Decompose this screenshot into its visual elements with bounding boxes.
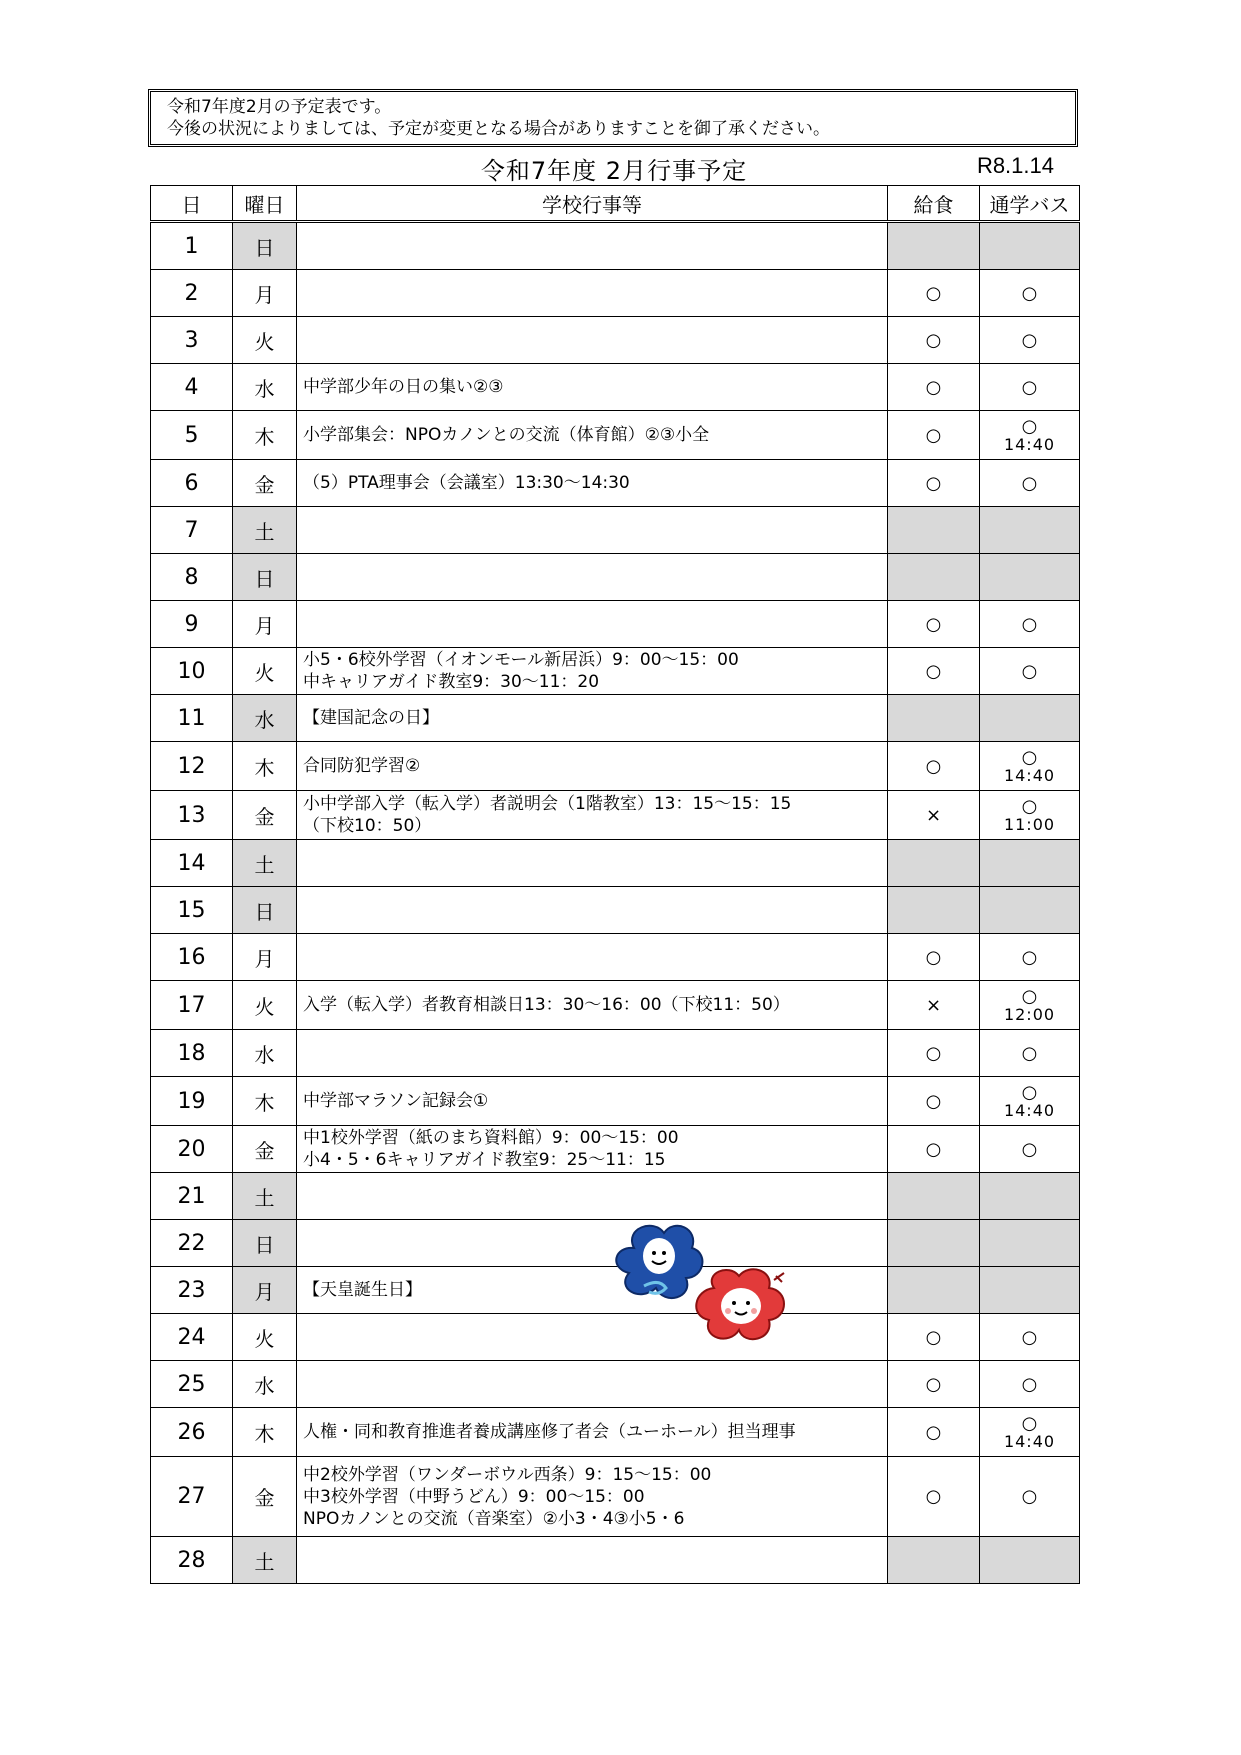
event-text: 中3校外学習（中野うどん）9：00～15：00	[303, 1486, 645, 1507]
header-bus: 通学バス	[980, 186, 1080, 222]
day-cell: 18	[151, 1030, 233, 1077]
table-row	[151, 648, 1080, 695]
event-text: 小学部集会：NPOカノンとの交流（体育館）②③小全	[303, 425, 710, 445]
table-row	[151, 840, 1080, 887]
event-text: 中学部少年の日の集い②③	[303, 377, 504, 397]
day-cell: 9	[151, 601, 233, 648]
meal-cell: ○	[888, 411, 980, 460]
meal-cell: ○	[888, 1077, 980, 1126]
header-meal: 給食	[888, 186, 980, 222]
events-cell	[297, 1408, 888, 1457]
weekday-cell: 月	[233, 601, 297, 648]
day-cell: 26	[151, 1408, 233, 1457]
weekday-cell: 火	[233, 648, 297, 695]
meal-cell: ○	[888, 648, 980, 695]
event-text: （5）PTA理事会（会議室）13:30～14:30	[303, 473, 630, 493]
day-cell: 28	[151, 1537, 233, 1584]
meal-cell: ○	[888, 364, 980, 411]
bus-time: 14:40	[1003, 1432, 1056, 1451]
events-cell	[297, 270, 888, 317]
table-row	[151, 742, 1080, 791]
weekday-cell: 金	[233, 791, 297, 840]
events-cell	[297, 1030, 888, 1077]
meal-cell: ○	[888, 934, 980, 981]
bus-cell	[980, 411, 1080, 460]
events-cell	[297, 1314, 888, 1361]
meal-cell: ○	[888, 1361, 980, 1408]
table-row	[151, 317, 1080, 364]
weekday-cell: 日	[233, 554, 297, 601]
table-row	[151, 411, 1080, 460]
revision-date: R8.1.14	[976, 153, 1054, 178]
day-cell: 14	[151, 840, 233, 887]
meal-cell: ○	[888, 742, 980, 791]
notice-line-2: 今後の状況によりましては、予定が変更となる場合がありますことを御了承ください。	[167, 119, 830, 139]
day-cell: 6	[151, 460, 233, 507]
event-text: NPOカノンとの交流（音楽室）②小3・4③小5・6	[303, 1508, 685, 1529]
events-cell	[297, 1361, 888, 1408]
weekday-cell: 火	[233, 981, 297, 1030]
day-cell: 22	[151, 1220, 233, 1267]
weekday-cell: 日	[233, 887, 297, 934]
table-row	[151, 1408, 1080, 1457]
weekday-cell: 木	[233, 742, 297, 791]
weekday-cell: 金	[233, 1457, 297, 1537]
day-cell: 10	[151, 648, 233, 695]
events-cell	[297, 411, 888, 460]
weekday-cell: 木	[233, 1408, 297, 1457]
meal-cell	[888, 695, 980, 742]
events-cell	[297, 1077, 888, 1126]
bus-cell: ○	[980, 270, 1080, 317]
bus-cell: ○	[980, 1030, 1080, 1077]
bus-mark: ○	[1021, 416, 1038, 437]
bus-cell: ○	[980, 601, 1080, 648]
table-row	[151, 1537, 1080, 1584]
event-text: 人権・同和教育推進者養成講座修了者会（ユーホール）担当理事	[303, 1422, 796, 1442]
weekday-cell: 土	[233, 1537, 297, 1584]
day-cell: 3	[151, 317, 233, 364]
bus-time: 14:40	[1003, 1101, 1056, 1120]
bus-cell	[980, 1077, 1080, 1126]
weekday-cell: 月	[233, 1267, 297, 1314]
bus-mark: ○	[1021, 747, 1038, 768]
day-cell: 23	[151, 1267, 233, 1314]
meal-cell	[888, 1537, 980, 1584]
events-cell	[297, 1537, 888, 1584]
day-cell: 8	[151, 554, 233, 601]
day-cell: 12	[151, 742, 233, 791]
title-row	[150, 149, 1078, 183]
bus-cell: ○	[980, 648, 1080, 695]
day-cell: 1	[151, 222, 233, 270]
page-title: 令和7年度 2月行事予定	[480, 157, 748, 185]
bus-cell	[980, 887, 1080, 934]
header-dow: 曜日	[233, 186, 297, 222]
weekday-cell: 火	[233, 1314, 297, 1361]
bus-cell	[980, 791, 1080, 840]
meal-cell: ×	[888, 981, 980, 1030]
meal-cell: ○	[888, 601, 980, 648]
bus-cell	[980, 840, 1080, 887]
event-text: 小5・6校外学習（イオンモール新居浜）9：00～15：00	[303, 650, 739, 670]
meal-cell	[888, 887, 980, 934]
event-text: 小中学部入学（転入学）者説明会（1階教室）13：15～15：15	[303, 794, 792, 814]
bus-mark: ○	[1021, 1413, 1038, 1434]
day-cell: 15	[151, 887, 233, 934]
day-cell: 4	[151, 364, 233, 411]
day-cell: 17	[151, 981, 233, 1030]
header-events: 学校行事等	[297, 186, 888, 222]
events-cell	[297, 648, 888, 695]
day-cell: 20	[151, 1126, 233, 1173]
table-row	[151, 270, 1080, 317]
day-cell: 7	[151, 507, 233, 554]
table-row	[151, 695, 1080, 742]
event-text: 【天皇誕生日】	[303, 1280, 422, 1300]
weekday-cell: 月	[233, 934, 297, 981]
events-cell	[297, 840, 888, 887]
weekday-cell: 水	[233, 364, 297, 411]
table-row	[151, 1361, 1080, 1408]
table-row	[151, 601, 1080, 648]
event-text: 中キャリアガイド教室9：30～11：20	[303, 672, 600, 692]
events-cell	[297, 791, 888, 840]
bus-cell	[980, 1173, 1080, 1220]
day-cell: 24	[151, 1314, 233, 1361]
events-cell	[297, 981, 888, 1030]
weekday-cell: 金	[233, 1126, 297, 1173]
bus-cell	[980, 1537, 1080, 1584]
meal-cell	[888, 1220, 980, 1267]
table-row	[151, 1220, 1080, 1267]
day-cell: 2	[151, 270, 233, 317]
day-cell: 16	[151, 934, 233, 981]
bus-cell: ○	[980, 1126, 1080, 1173]
bus-mark: ○	[1021, 796, 1038, 817]
bus-time: 14:40	[1003, 435, 1056, 454]
meal-cell: ○	[888, 270, 980, 317]
event-text: 小4・5・6キャリアガイド教室9：25～11：15	[303, 1150, 666, 1170]
weekday-cell: 土	[233, 507, 297, 554]
day-cell: 13	[151, 791, 233, 840]
table-row	[151, 507, 1080, 554]
event-text: 合同防犯学習②	[303, 756, 421, 776]
table-row	[151, 1314, 1080, 1361]
events-cell	[297, 554, 888, 601]
bus-mark: ○	[1021, 986, 1038, 1007]
table-row	[151, 887, 1080, 934]
day-cell: 11	[151, 695, 233, 742]
table-row	[151, 1457, 1080, 1537]
day-cell: 21	[151, 1173, 233, 1220]
events-cell	[297, 742, 888, 791]
meal-cell: ○	[888, 460, 980, 507]
event-text: （下校10：50）	[303, 816, 432, 836]
meal-cell: ○	[888, 1457, 980, 1537]
bus-cell	[980, 554, 1080, 601]
weekday-cell: 土	[233, 840, 297, 887]
event-text: 【建国記念の日】	[303, 708, 439, 728]
bus-cell: ○	[980, 460, 1080, 507]
table-row	[151, 1077, 1080, 1126]
day-cell: 19	[151, 1077, 233, 1126]
meal-cell	[888, 1267, 980, 1314]
meal-cell: ○	[888, 317, 980, 364]
weekday-cell: 水	[233, 1030, 297, 1077]
meal-cell	[888, 554, 980, 601]
events-cell	[297, 507, 888, 554]
meal-cell: ○	[888, 1408, 980, 1457]
meal-cell: ○	[888, 1314, 980, 1361]
meal-cell	[888, 1173, 980, 1220]
bus-cell	[980, 981, 1080, 1030]
bus-cell	[980, 695, 1080, 742]
table-row	[151, 554, 1080, 601]
event-text: 入学（転入学）者教育相談日13：30～16：00（下校11：50）	[303, 995, 790, 1015]
events-cell	[297, 364, 888, 411]
bus-cell	[980, 1408, 1080, 1457]
events-cell	[297, 222, 888, 270]
bus-cell: ○	[980, 1361, 1080, 1408]
header-day: 日	[151, 186, 233, 222]
weekday-cell: 月	[233, 270, 297, 317]
bus-cell: ○	[980, 364, 1080, 411]
events-cell	[297, 934, 888, 981]
day-cell: 5	[151, 411, 233, 460]
event-text: 中2校外学習（ワンダーボウル西条）9：15～15：00	[303, 1464, 712, 1485]
events-cell	[297, 1267, 888, 1314]
table-row	[151, 981, 1080, 1030]
bus-cell: ○	[980, 317, 1080, 364]
events-cell	[297, 695, 888, 742]
events-cell	[297, 460, 888, 507]
meal-cell: ×	[888, 791, 980, 840]
bus-mark: ○	[1021, 1082, 1038, 1103]
bus-time: 11:00	[1003, 815, 1056, 834]
events-cell	[297, 1126, 888, 1173]
weekday-cell: 日	[233, 1220, 297, 1267]
weekday-cell: 火	[233, 317, 297, 364]
table-row	[151, 1030, 1080, 1077]
table-row	[151, 791, 1080, 840]
weekday-cell: 木	[233, 411, 297, 460]
weekday-cell: 水	[233, 695, 297, 742]
meal-cell	[888, 840, 980, 887]
day-cell: 27	[151, 1457, 233, 1537]
meal-cell	[888, 507, 980, 554]
weekday-cell: 木	[233, 1077, 297, 1126]
bus-cell	[980, 742, 1080, 791]
event-text: 中1校外学習（紙のまち資料館）9：00～15：00	[303, 1128, 679, 1148]
table-row	[151, 364, 1080, 411]
events-cell	[297, 1173, 888, 1220]
events-cell	[297, 1220, 888, 1267]
meal-cell	[888, 222, 980, 270]
events-cell	[297, 1457, 888, 1537]
meal-cell: ○	[888, 1030, 980, 1077]
bus-cell	[980, 1220, 1080, 1267]
bus-cell	[980, 507, 1080, 554]
bus-cell	[980, 222, 1080, 270]
weekday-cell: 日	[233, 222, 297, 270]
day-cell: 25	[151, 1361, 233, 1408]
table-row	[151, 1173, 1080, 1220]
table-header-row	[151, 186, 1080, 222]
schedule-table	[150, 185, 1080, 1584]
bus-cell: ○	[980, 1457, 1080, 1537]
table-row	[151, 222, 1080, 270]
bus-cell: ○	[980, 934, 1080, 981]
meal-cell: ○	[888, 1126, 980, 1173]
event-text: 中学部マラソン記録会①	[303, 1091, 489, 1111]
table-row	[151, 1267, 1080, 1314]
bus-time: 14:40	[1003, 766, 1056, 785]
bus-cell	[980, 1267, 1080, 1314]
notice-box	[148, 89, 1078, 147]
events-cell	[297, 601, 888, 648]
table-row	[151, 460, 1080, 507]
weekday-cell: 土	[233, 1173, 297, 1220]
bus-time: 12:00	[1003, 1005, 1056, 1024]
table-row	[151, 934, 1080, 981]
weekday-cell: 金	[233, 460, 297, 507]
table-row	[151, 1126, 1080, 1173]
bus-cell: ○	[980, 1314, 1080, 1361]
events-cell	[297, 317, 888, 364]
notice-line-1: 令和7年度2月の予定表です。	[167, 97, 392, 117]
weekday-cell: 水	[233, 1361, 297, 1408]
events-cell	[297, 887, 888, 934]
